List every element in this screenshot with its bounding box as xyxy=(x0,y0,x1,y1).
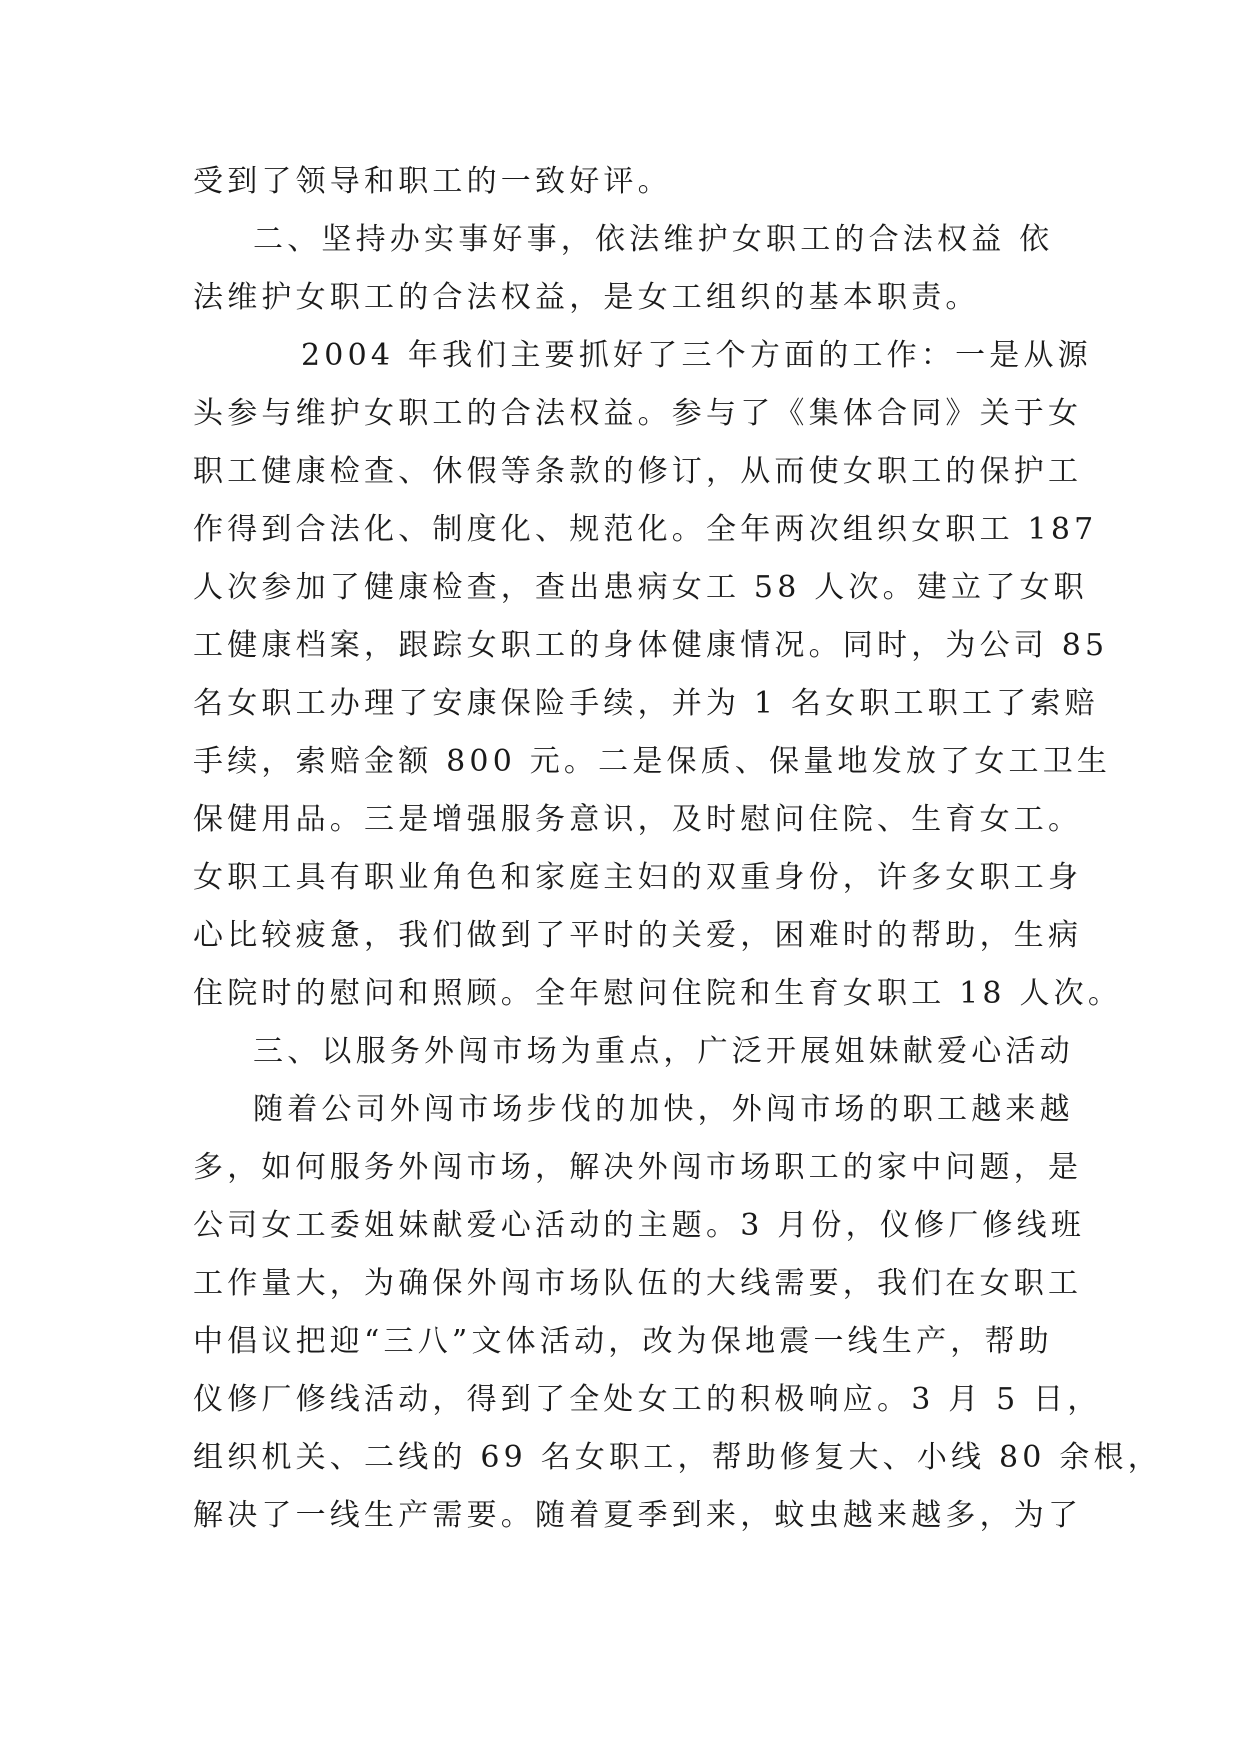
text-line: 职工健康检查、休假等条款的修订，从而使女职工的保护工 xyxy=(193,454,1083,489)
text-line: 手续，索赔金额 800 元。二是保质、保量地发放了女工卫生 xyxy=(193,744,1112,779)
text-line: 中倡议把迎“三八”文体活动，改为保地震一线生产，帮助 xyxy=(193,1324,1053,1359)
text-line: 工作量大，为确保外闯市场队伍的大线需要，我们在女职工 xyxy=(193,1266,1083,1301)
text-line: 工健康档案，跟踪女职工的身体健康情况。同时，为公司 85 xyxy=(193,628,1109,663)
text-line: 作得到合法化、制度化、规范化。全年两次组织女职工 187 xyxy=(193,512,1098,547)
text-line: 女职工具有职业角色和家庭主妇的双重身份，许多女职工身 xyxy=(193,860,1083,895)
paragraph-start-line: 2004 年我们主要抓好了三个方面的工作：一是从源 xyxy=(301,338,1092,373)
text-line: 人次参加了健康检查，查出患病女工 58 人次。建立了女职 xyxy=(193,570,1088,605)
paragraph-start-line: 随着公司外闯市场步伐的加快，外闯市场的职工越来越 xyxy=(253,1092,1074,1127)
text-line: 公司女工委姐妹献爱心活动的主题。3 月份，仪修厂修线班 xyxy=(193,1208,1086,1243)
text-line: 法维护女职工的合法权益，是女工组织的基本职责。 xyxy=(193,280,980,315)
text-line: 保健用品。三是增强服务意识，及时慰问住院、生育女工。 xyxy=(193,802,1083,837)
text-line: 名女职工办理了安康保险手续，并为 1 名女职工职工了索赔 xyxy=(193,686,1099,721)
text-line: 组织机关、二线的 69 名女职工，帮助修复大、小线 80 余根， xyxy=(193,1440,1162,1475)
section-heading-line: 三、以服务外闯市场为重点，广泛开展姐妹献爱心活动 xyxy=(253,1034,1074,1069)
text-line: 住院时的慰问和照顾。全年慰问住院和生育女职工 18 人次。 xyxy=(193,976,1123,1011)
text-line: 解决了一线生产需要。随着夏季到来，蚊虫越来越多，为了 xyxy=(193,1498,1083,1533)
text-line: 受到了领导和职工的一致好评。 xyxy=(193,164,672,199)
body-text xyxy=(193,153,1162,1545)
text-line: 多，如何服务外闯市场，解决外闯市场职工的家中问题，是 xyxy=(193,1150,1083,1185)
text-line: 头参与维护女职工的合法权益。参与了《集体合同》关于女 xyxy=(193,396,1083,431)
section-heading-line: 二、坚持办实事好事，依法维护女职工的合法权益 依 xyxy=(253,222,1054,257)
text-line: 仪修厂修线活动，得到了全处女工的积极响应。3 月 5 日， xyxy=(193,1382,1102,1417)
text-line: 心比较疲惫，我们做到了平时的关爱，困难时的帮助，生病 xyxy=(193,918,1083,953)
